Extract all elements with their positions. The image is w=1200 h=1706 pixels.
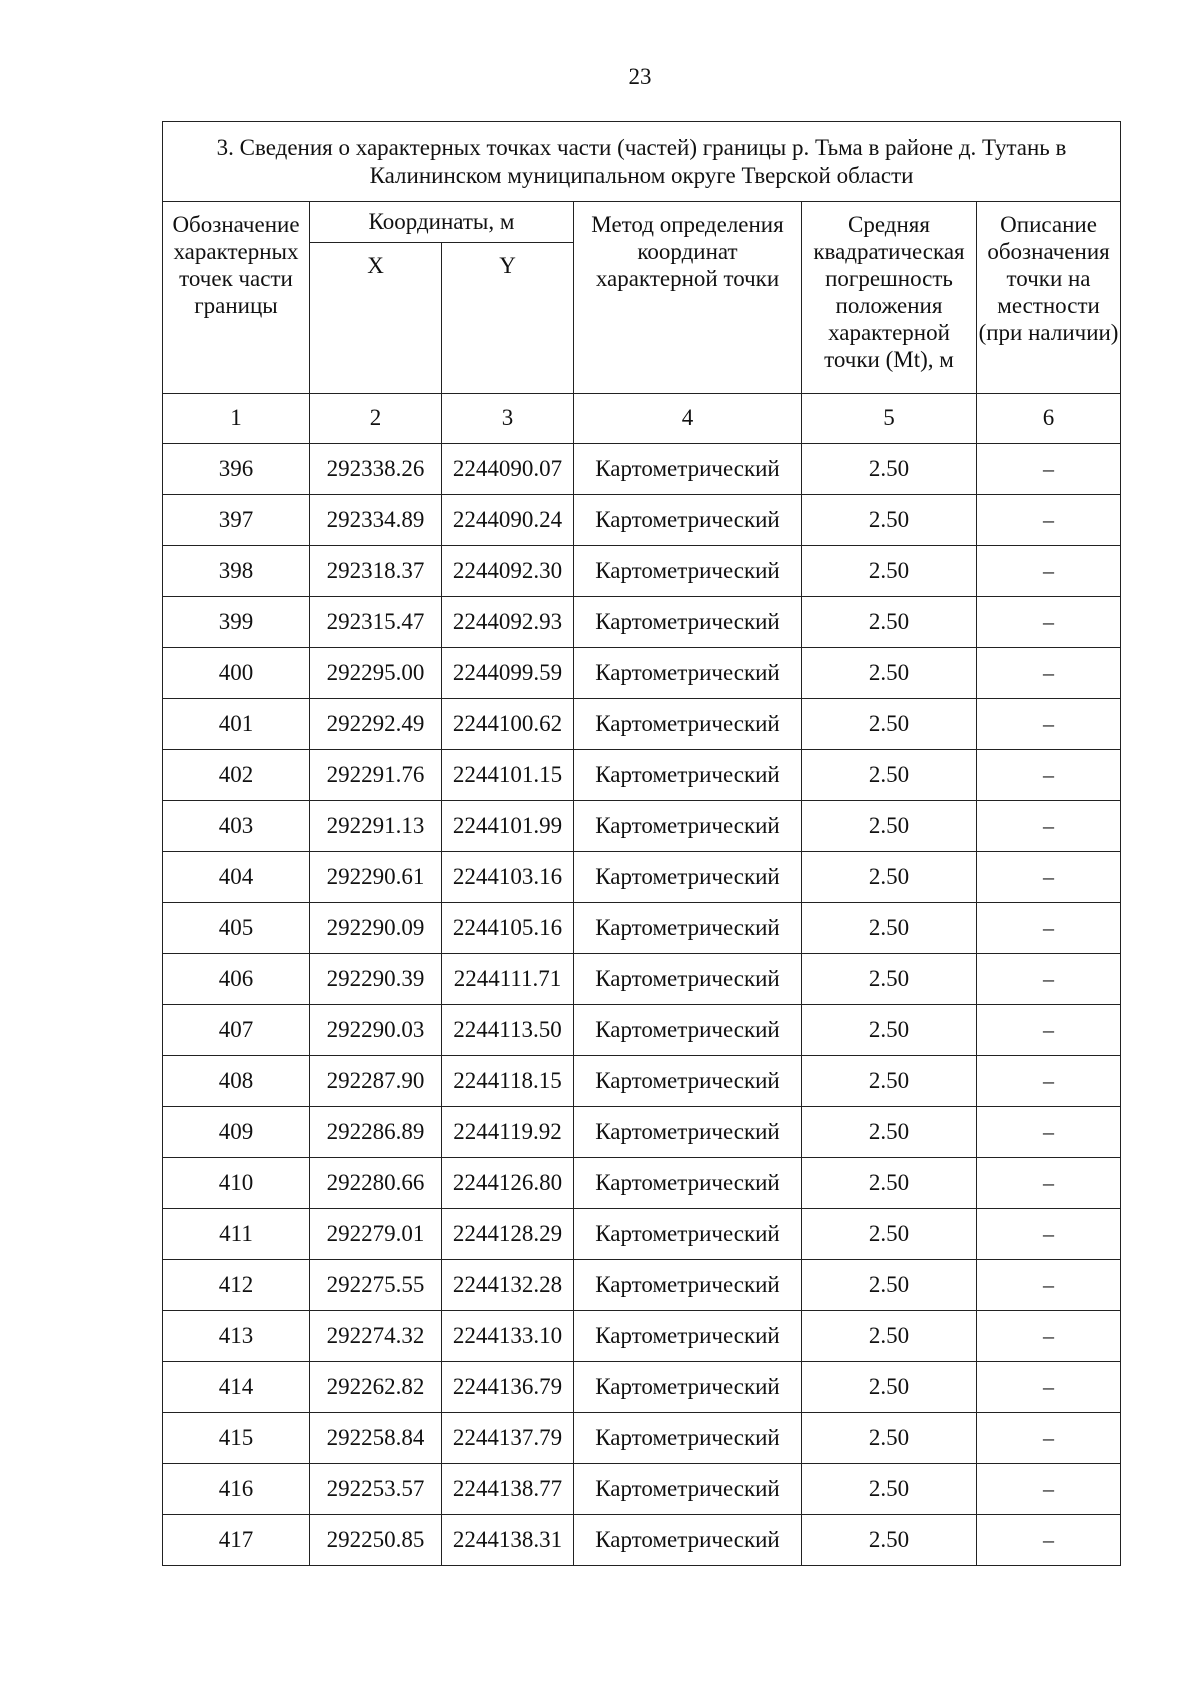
- cell-y-coordinate: 2244119.92: [442, 1107, 574, 1158]
- cell-mean-error: 2.50: [802, 903, 977, 954]
- table-row: [163, 597, 1121, 648]
- cell-x-coordinate: 292338.26: [310, 444, 442, 495]
- cell-point-number: 400: [163, 648, 310, 699]
- cell-y-coordinate: 2244111.71: [442, 954, 574, 1005]
- cell-y-coordinate: 2244126.80: [442, 1158, 574, 1209]
- cell-description: –: [977, 750, 1121, 801]
- cell-x-coordinate: 292315.47: [310, 597, 442, 648]
- cell-description: –: [977, 699, 1121, 750]
- cell-y-coordinate: 2244099.59: [442, 648, 574, 699]
- column-number: 5: [802, 394, 977, 444]
- cell-method: Картометрический: [574, 1107, 802, 1158]
- cell-y-coordinate: 2244090.24: [442, 495, 574, 546]
- cell-description: –: [977, 954, 1121, 1005]
- cell-mean-error: 2.50: [802, 1107, 977, 1158]
- cell-method: Картометрический: [574, 1056, 802, 1107]
- cell-y-coordinate: 2244128.29: [442, 1209, 574, 1260]
- cell-description: –: [977, 1056, 1121, 1107]
- cell-mean-error: 2.50: [802, 801, 977, 852]
- cell-method: Картометрический: [574, 1005, 802, 1056]
- table-row: [163, 852, 1121, 903]
- cell-x-coordinate: 292291.13: [310, 801, 442, 852]
- cell-x-coordinate: 292292.49: [310, 699, 442, 750]
- header-y: Y: [442, 243, 574, 394]
- table-row: [163, 750, 1121, 801]
- cell-mean-error: 2.50: [802, 1413, 977, 1464]
- cell-point-number: 396: [163, 444, 310, 495]
- cell-y-coordinate: 2244137.79: [442, 1413, 574, 1464]
- table-row: [163, 1311, 1121, 1362]
- cell-mean-error: 2.50: [802, 495, 977, 546]
- table-row: [163, 546, 1121, 597]
- cell-x-coordinate: 292286.89: [310, 1107, 442, 1158]
- cell-point-number: 398: [163, 546, 310, 597]
- column-number: 2: [310, 394, 442, 444]
- table-row: [163, 1515, 1121, 1566]
- cell-mean-error: 2.50: [802, 444, 977, 495]
- table-row: [163, 699, 1121, 750]
- cell-y-coordinate: 2244090.07: [442, 444, 574, 495]
- cell-description: –: [977, 1209, 1121, 1260]
- table-row: [163, 1158, 1121, 1209]
- cell-method: Картометрический: [574, 1209, 802, 1260]
- cell-method: Картометрический: [574, 444, 802, 495]
- page-number: 23: [628, 64, 652, 89]
- cell-method: Картометрический: [574, 648, 802, 699]
- table-title-row: [163, 122, 1121, 202]
- cell-x-coordinate: 292290.09: [310, 903, 442, 954]
- cell-mean-error: 2.50: [802, 597, 977, 648]
- cell-description: –: [977, 1464, 1121, 1515]
- cell-x-coordinate: 292290.39: [310, 954, 442, 1005]
- cell-x-coordinate: 292279.01: [310, 1209, 442, 1260]
- cell-y-coordinate: 2244132.28: [442, 1260, 574, 1311]
- cell-method: Картометрический: [574, 546, 802, 597]
- cell-y-coordinate: 2244092.30: [442, 546, 574, 597]
- column-number: 3: [442, 394, 574, 444]
- cell-y-coordinate: 2244100.62: [442, 699, 574, 750]
- table-body: [163, 444, 1121, 1566]
- cell-method: Картометрический: [574, 954, 802, 1005]
- cell-method: Картометрический: [574, 1515, 802, 1566]
- cell-point-number: 417: [163, 1515, 310, 1566]
- cell-method: Картометрический: [574, 1464, 802, 1515]
- cell-point-number: 399: [163, 597, 310, 648]
- table-row: [163, 1107, 1121, 1158]
- cell-method: Картометрический: [574, 1260, 802, 1311]
- cell-method: Картометрический: [574, 1413, 802, 1464]
- table-row: [163, 1056, 1121, 1107]
- cell-mean-error: 2.50: [802, 1209, 977, 1260]
- cell-y-coordinate: 2244101.15: [442, 750, 574, 801]
- cell-point-number: 415: [163, 1413, 310, 1464]
- table-title: 3. Сведения о характерных точках части (частей) границы р. Тьма в районе д. Тутань в Калининском муниципальном округе Тверской области: [163, 122, 1121, 202]
- cell-mean-error: 2.50: [802, 1362, 977, 1413]
- cell-method: Картометрический: [574, 852, 802, 903]
- cell-y-coordinate: 2244103.16: [442, 852, 574, 903]
- cell-x-coordinate: 292258.84: [310, 1413, 442, 1464]
- cell-description: –: [977, 1158, 1121, 1209]
- cell-mean-error: 2.50: [802, 1311, 977, 1362]
- table-row: [163, 444, 1121, 495]
- cell-description: –: [977, 495, 1121, 546]
- cell-point-number: 410: [163, 1158, 310, 1209]
- table-row: [163, 903, 1121, 954]
- cell-point-number: 402: [163, 750, 310, 801]
- header-description: Описание обозначения точки на местности (при наличии): [977, 202, 1121, 394]
- cell-mean-error: 2.50: [802, 1158, 977, 1209]
- cell-mean-error: 2.50: [802, 954, 977, 1005]
- cell-description: –: [977, 852, 1121, 903]
- cell-y-coordinate: 2244133.10: [442, 1311, 574, 1362]
- cell-x-coordinate: 292250.85: [310, 1515, 442, 1566]
- table-row: [163, 1464, 1121, 1515]
- cell-point-number: 416: [163, 1464, 310, 1515]
- cell-mean-error: 2.50: [802, 1005, 977, 1056]
- cell-x-coordinate: 292274.32: [310, 1311, 442, 1362]
- cell-x-coordinate: 292318.37: [310, 546, 442, 597]
- cell-x-coordinate: 292275.55: [310, 1260, 442, 1311]
- cell-mean-error: 2.50: [802, 648, 977, 699]
- cell-point-number: 401: [163, 699, 310, 750]
- cell-mean-error: 2.50: [802, 1464, 977, 1515]
- cell-description: –: [977, 1413, 1121, 1464]
- cell-point-number: 404: [163, 852, 310, 903]
- cell-y-coordinate: 2244136.79: [442, 1362, 574, 1413]
- cell-point-number: 412: [163, 1260, 310, 1311]
- cell-point-number: 408: [163, 1056, 310, 1107]
- cell-y-coordinate: 2244105.16: [442, 903, 574, 954]
- cell-method: Картометрический: [574, 903, 802, 954]
- cell-method: Картометрический: [574, 1362, 802, 1413]
- cell-point-number: 403: [163, 801, 310, 852]
- cell-y-coordinate: 2244138.77: [442, 1464, 574, 1515]
- cell-point-number: 409: [163, 1107, 310, 1158]
- cell-point-number: 411: [163, 1209, 310, 1260]
- cell-mean-error: 2.50: [802, 852, 977, 903]
- table-row: [163, 1260, 1121, 1311]
- table-row: [163, 495, 1121, 546]
- cell-x-coordinate: 292253.57: [310, 1464, 442, 1515]
- cell-description: –: [977, 1005, 1121, 1056]
- cell-description: –: [977, 1311, 1121, 1362]
- header-coordinates: Координаты, м: [310, 202, 574, 243]
- cell-point-number: 406: [163, 954, 310, 1005]
- cell-y-coordinate: 2244101.99: [442, 801, 574, 852]
- cell-method: Картометрический: [574, 1311, 802, 1362]
- cell-y-coordinate: 2244138.31: [442, 1515, 574, 1566]
- header-point-designation: Обозначение характерных точек части границы: [163, 202, 310, 394]
- cell-y-coordinate: 2244092.93: [442, 597, 574, 648]
- cell-mean-error: 2.50: [802, 1056, 977, 1107]
- cell-description: –: [977, 903, 1121, 954]
- table-row: [163, 954, 1121, 1005]
- cell-y-coordinate: 2244118.15: [442, 1056, 574, 1107]
- cell-method: Картометрический: [574, 801, 802, 852]
- cell-point-number: 413: [163, 1311, 310, 1362]
- column-number: 1: [163, 394, 310, 444]
- cell-point-number: 405: [163, 903, 310, 954]
- table-row: [163, 1413, 1121, 1464]
- table-row: [163, 648, 1121, 699]
- cell-y-coordinate: 2244113.50: [442, 1005, 574, 1056]
- cell-mean-error: 2.50: [802, 750, 977, 801]
- cell-mean-error: 2.50: [802, 699, 977, 750]
- table-row: [163, 1005, 1121, 1056]
- cell-method: Картометрический: [574, 597, 802, 648]
- cell-x-coordinate: 292290.61: [310, 852, 442, 903]
- cell-mean-error: 2.50: [802, 1260, 977, 1311]
- cell-description: –: [977, 597, 1121, 648]
- cell-x-coordinate: 292280.66: [310, 1158, 442, 1209]
- cell-method: Картометрический: [574, 699, 802, 750]
- column-number-row: [163, 394, 1121, 444]
- cell-x-coordinate: 292287.90: [310, 1056, 442, 1107]
- cell-description: –: [977, 546, 1121, 597]
- table-row: [163, 801, 1121, 852]
- cell-description: –: [977, 1107, 1121, 1158]
- cell-point-number: 397: [163, 495, 310, 546]
- cell-description: –: [977, 801, 1121, 852]
- column-number: 4: [574, 394, 802, 444]
- table-row: [163, 1362, 1121, 1413]
- cell-x-coordinate: 292295.00: [310, 648, 442, 699]
- cell-description: –: [977, 444, 1121, 495]
- header-method: Метод определения координат характерной точки: [574, 202, 802, 394]
- cell-x-coordinate: 292262.82: [310, 1362, 442, 1413]
- cell-description: –: [977, 1515, 1121, 1566]
- cell-method: Картометрический: [574, 495, 802, 546]
- cell-description: –: [977, 1260, 1121, 1311]
- cell-point-number: 407: [163, 1005, 310, 1056]
- table-row: [163, 1209, 1121, 1260]
- cell-x-coordinate: 292291.76: [310, 750, 442, 801]
- cell-method: Картометрический: [574, 750, 802, 801]
- cell-mean-error: 2.50: [802, 546, 977, 597]
- cell-description: –: [977, 1362, 1121, 1413]
- cell-method: Картометрический: [574, 1158, 802, 1209]
- table-header-row: [163, 202, 1121, 243]
- cell-x-coordinate: 292290.03: [310, 1005, 442, 1056]
- header-mean-error: Средняя квадратическая погрешность положения характерной точки (Mt), м: [802, 202, 977, 394]
- cell-x-coordinate: 292334.89: [310, 495, 442, 546]
- cell-point-number: 414: [163, 1362, 310, 1413]
- column-number: 6: [977, 394, 1121, 444]
- cell-mean-error: 2.50: [802, 1515, 977, 1566]
- cell-description: –: [977, 648, 1121, 699]
- boundary-points-table: [162, 121, 1121, 1566]
- header-x: X: [310, 243, 442, 394]
